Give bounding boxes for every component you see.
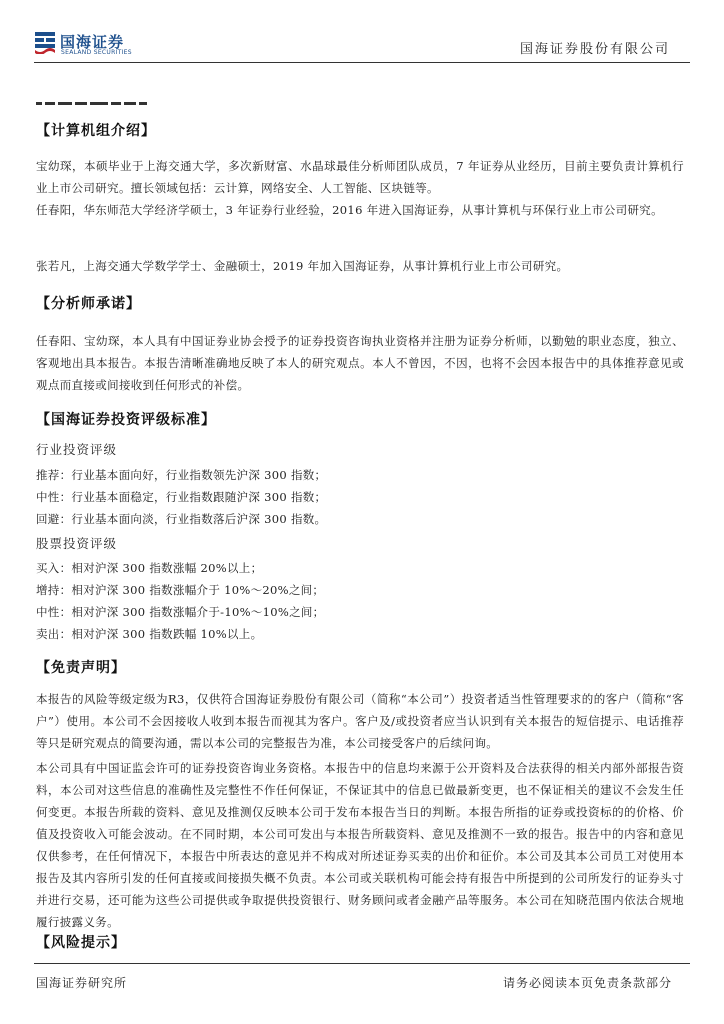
stock-rating-sell: 卖出：相对沪深 300 指数跌幅 10%以上。 [36,627,263,641]
team-member-1: 宝幼琛，本硕毕业于上海交通大学，多次新财富、水晶球最佳分析师团队成员，7 年证券从业经历，目前主要负责计算机行业上市公司研究。擅长领域包括：云计算，网络安全、人工智能、区块链等。 [36,159,684,195]
commitment-text: 任春阳、宝幼琛，本人具有中国证券业协会授予的证券投资咨询执业资格并注册为证券分析师，以勤勉的职业态度，独立、客观地出具本报告。本报告清晰准确地反映了本人的研究观点。本人不曾因，不因，也将不会因本报告中的具体推荐意见或观点而直接或间接收到任何形式的补偿。 [36,334,684,392]
company-name: 国海证券股份有限公司 [519,42,670,57]
stock-rating-overweight: 增持：相对沪深 300 指数涨幅介于 10%～20%之间； [36,583,325,597]
commitment-heading: 【分析师承诺】 [36,296,141,312]
industry-rating-avoid: 回避：行业基本面向淡，行业指数落后沪深 300 指数。 [36,512,327,526]
industry-rating-neutral: 中性：行业基本面稳定，行业指数跟随沪深 300 指数； [36,490,327,504]
industry-rating-title: 行业投资评级 [36,442,118,457]
stock-rating-list [36,557,324,645]
team-heading: 【计算机组介绍】 [36,123,156,139]
disclaimer-paragraph-1: 本报告的风险等级定级为R3，仅供符合国海证券股份有限公司（简称“本公司”）投资者适当性管理要求的的客户（简称“客户”）使用。本公司不会因接收人收到本报告而视其为客户。客户及/或投资者应当认识到有关本报告的短信提示、电话推荐等只是研究观点的简要沟通，需以本公司的完整报告为准，本公司接受客户的后续问询。 [36,692,684,750]
industry-rating-list [36,464,326,530]
rating-heading: 【国海证券投资评级标准】 [36,412,216,428]
sealand-logo-icon [34,30,56,54]
header-divider [34,62,690,63]
risk-heading: 【风险提示】 [36,935,126,951]
footer-institute: 国海证券研究所 [36,976,128,990]
industry-rating-recommend: 推荐：行业基本面向好，行业指数领先沪深 300 指数； [36,468,327,482]
footer-divider [34,963,690,964]
team-member-3: 张若凡，上海交通大学数学学士、金融硕士，2019 年加入国海证券，从事计算机行业上市公司研究。 [36,259,569,273]
stock-rating-neutral: 中性：相对沪深 300 指数涨幅介于-10%～10%之间； [36,605,325,619]
disclaimer-paragraph-2: 本公司具有中国证监会许可的证券投资咨询业务资格。本报告中的信息均来源于公开资料及合法获得的相关内部外部报告资料，本公司对这些信息的准确性及完整性不作任何保证，不保证其中的信息已做最新变更，也不保证相关的建议不会发生任何变更。本报告所载的资料、意见及推测仅反映本公司于发布本报告当日的判断。本报告所指的证券或投资标的的价格、价值及投资收入可能会波动。在不同时期，本公司可发出与本报告所载资料、意见及推测不一致的报告。报告中的内容和意见仅供参考，在任何情况下，本报告中所表达的意见并不构成对所述证券买卖的出价和征价。本公司及其本公司员工对使用本报告及其内容所引发的任何直接或间接损失概不负责。本公司或关联机构可能会持有报告中所提到的公司所发行的证券头寸并进行交易，还可能为这些公司提供或争取提供投资银行、财务顾问或者金融产品等服务。本公司在知晓范围内依法合规地履行披露义务。 [36,761,684,929]
footer-notice: 请务必阅读本页免责条款部分 [502,976,672,990]
team-member-2: 任春阳，华东师范大学经济学硕士，3 年证券行业经验，2016 年进入国海证券，从事计算机与环保行业上市公司研究。 [36,203,663,217]
logo-text-cn: 国海证券 [60,33,125,51]
stock-rating-buy: 买入：相对沪深 300 指数涨幅 20%以上； [36,561,263,575]
clipped-text-remnant [36,98,156,106]
stock-rating-title: 股票投资评级 [36,536,118,551]
disclaimer-heading: 【免责声明】 [36,660,126,676]
page-header [0,0,724,64]
logo-text-en: SEALAND SECURITIES [61,49,132,56]
